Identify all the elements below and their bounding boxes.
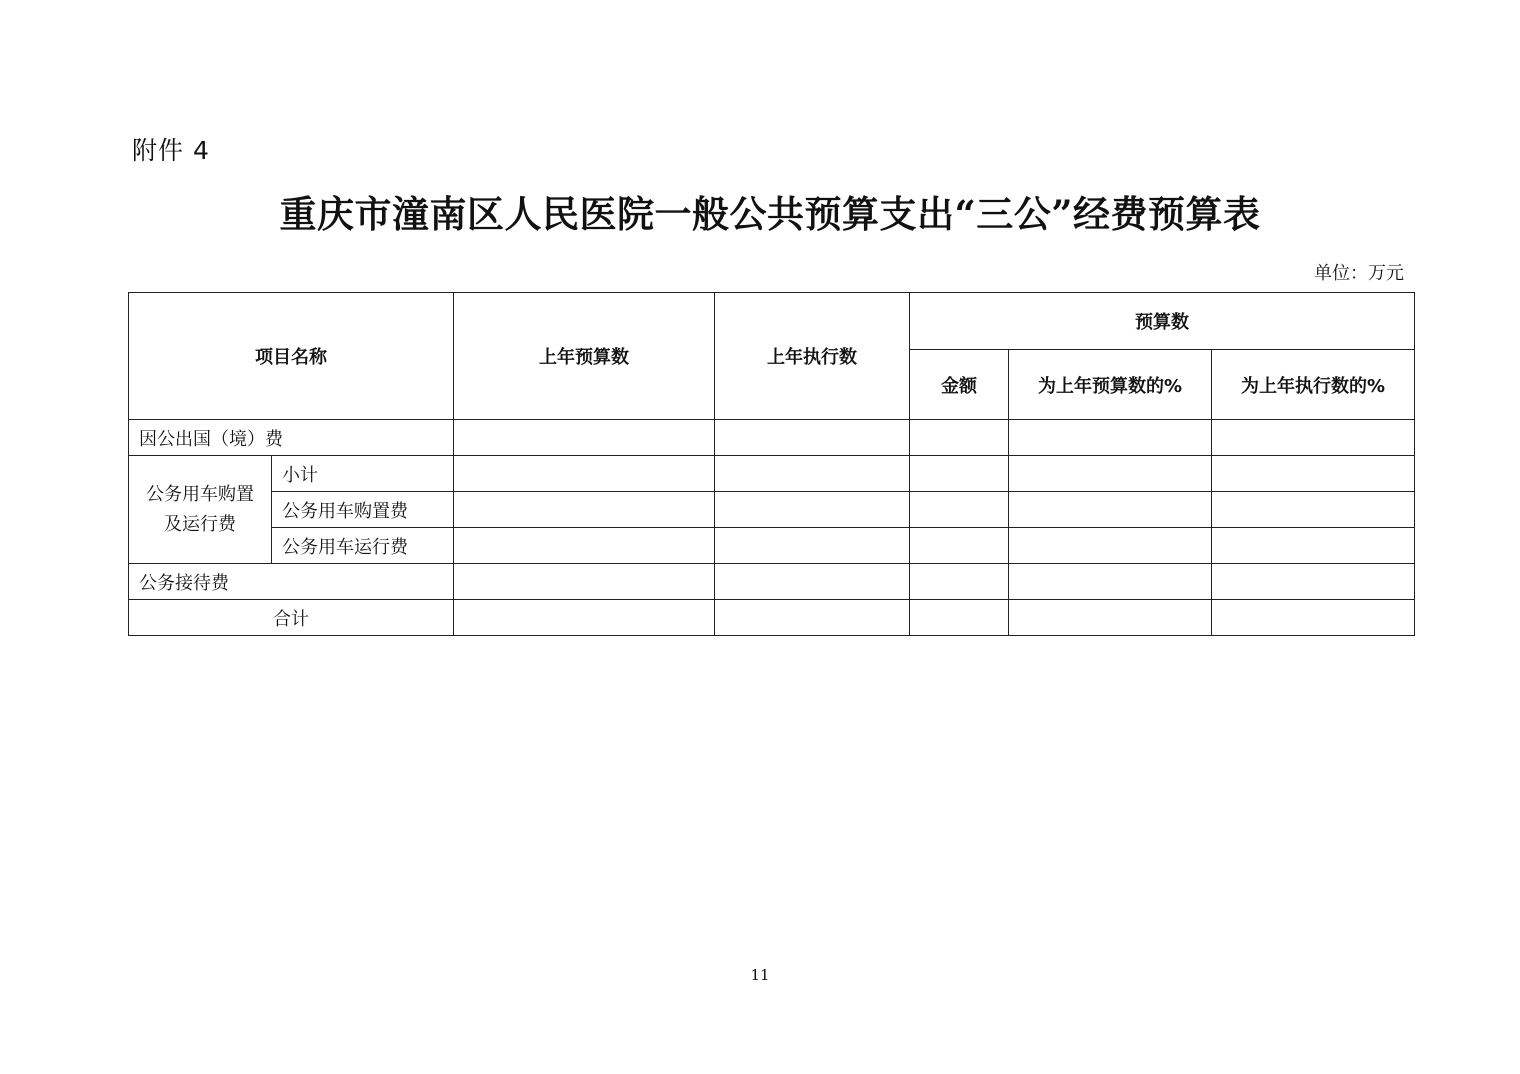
row-name: 公务用车购置费 <box>272 492 454 528</box>
cell-amount <box>910 600 1009 636</box>
cell-last-exec <box>715 564 910 600</box>
row-name: 因公出国（境）费 <box>129 420 454 456</box>
cell-pct-exec <box>1212 600 1415 636</box>
row-name: 合计 <box>129 600 454 636</box>
cell-last-budget <box>454 528 715 564</box>
cell-pct-exec <box>1212 456 1415 492</box>
header-pct-of-last-budget: 为上年预算数的% <box>1009 350 1212 420</box>
document-title: 重庆市潼南区人民医院一般公共预算支出“三公”经费预算表 <box>279 192 1261 236</box>
cell-last-budget <box>454 492 715 528</box>
cell-amount <box>910 528 1009 564</box>
header-last-year-budget: 上年预算数 <box>454 293 715 420</box>
table-row-outbound <box>129 420 1415 456</box>
cell-last-exec <box>715 420 910 456</box>
page-number: 11 <box>750 966 770 984</box>
cell-pct-budget <box>1009 600 1212 636</box>
cell-amount <box>910 564 1009 600</box>
unit-label: 单位：万元 <box>1314 263 1404 284</box>
header-amount: 金额 <box>910 350 1009 420</box>
cell-pct-budget <box>1009 420 1212 456</box>
cell-last-budget <box>454 456 715 492</box>
cell-amount <box>910 492 1009 528</box>
cell-last-budget <box>454 420 715 456</box>
header-item-name: 项目名称 <box>129 293 454 420</box>
cell-last-exec <box>715 492 910 528</box>
cell-pct-exec <box>1212 492 1415 528</box>
cell-pct-exec <box>1212 420 1415 456</box>
table-row-vehicle-operation <box>129 528 1415 564</box>
cell-amount <box>910 420 1009 456</box>
table-row-vehicle-subtotal <box>129 456 1415 492</box>
cell-pct-exec <box>1212 564 1415 600</box>
header-budget: 预算数 <box>910 293 1415 350</box>
cell-last-budget <box>454 600 715 636</box>
table-row-reception <box>129 564 1415 600</box>
cell-pct-budget <box>1009 528 1212 564</box>
attachment-label: 附件 4 <box>132 136 210 165</box>
row-name: 小计 <box>272 456 454 492</box>
cell-amount <box>910 456 1009 492</box>
header-last-year-execution: 上年执行数 <box>715 293 910 420</box>
row-group-vehicle: 公务用车购置 及运行费 <box>129 456 272 564</box>
header-row-1 <box>129 293 1415 350</box>
cell-pct-budget <box>1009 564 1212 600</box>
cell-pct-exec <box>1212 528 1415 564</box>
header-pct-of-last-execution: 为上年执行数的% <box>1212 350 1415 420</box>
table-row-vehicle-purchase <box>129 492 1415 528</box>
cell-last-budget <box>454 564 715 600</box>
cell-pct-budget <box>1009 492 1212 528</box>
budget-table <box>128 292 1415 636</box>
cell-last-exec <box>715 600 910 636</box>
table-row-total <box>129 600 1415 636</box>
cell-pct-budget <box>1009 456 1212 492</box>
row-name: 公务接待费 <box>129 564 454 600</box>
cell-last-exec <box>715 456 910 492</box>
cell-last-exec <box>715 528 910 564</box>
row-name: 公务用车运行费 <box>272 528 454 564</box>
